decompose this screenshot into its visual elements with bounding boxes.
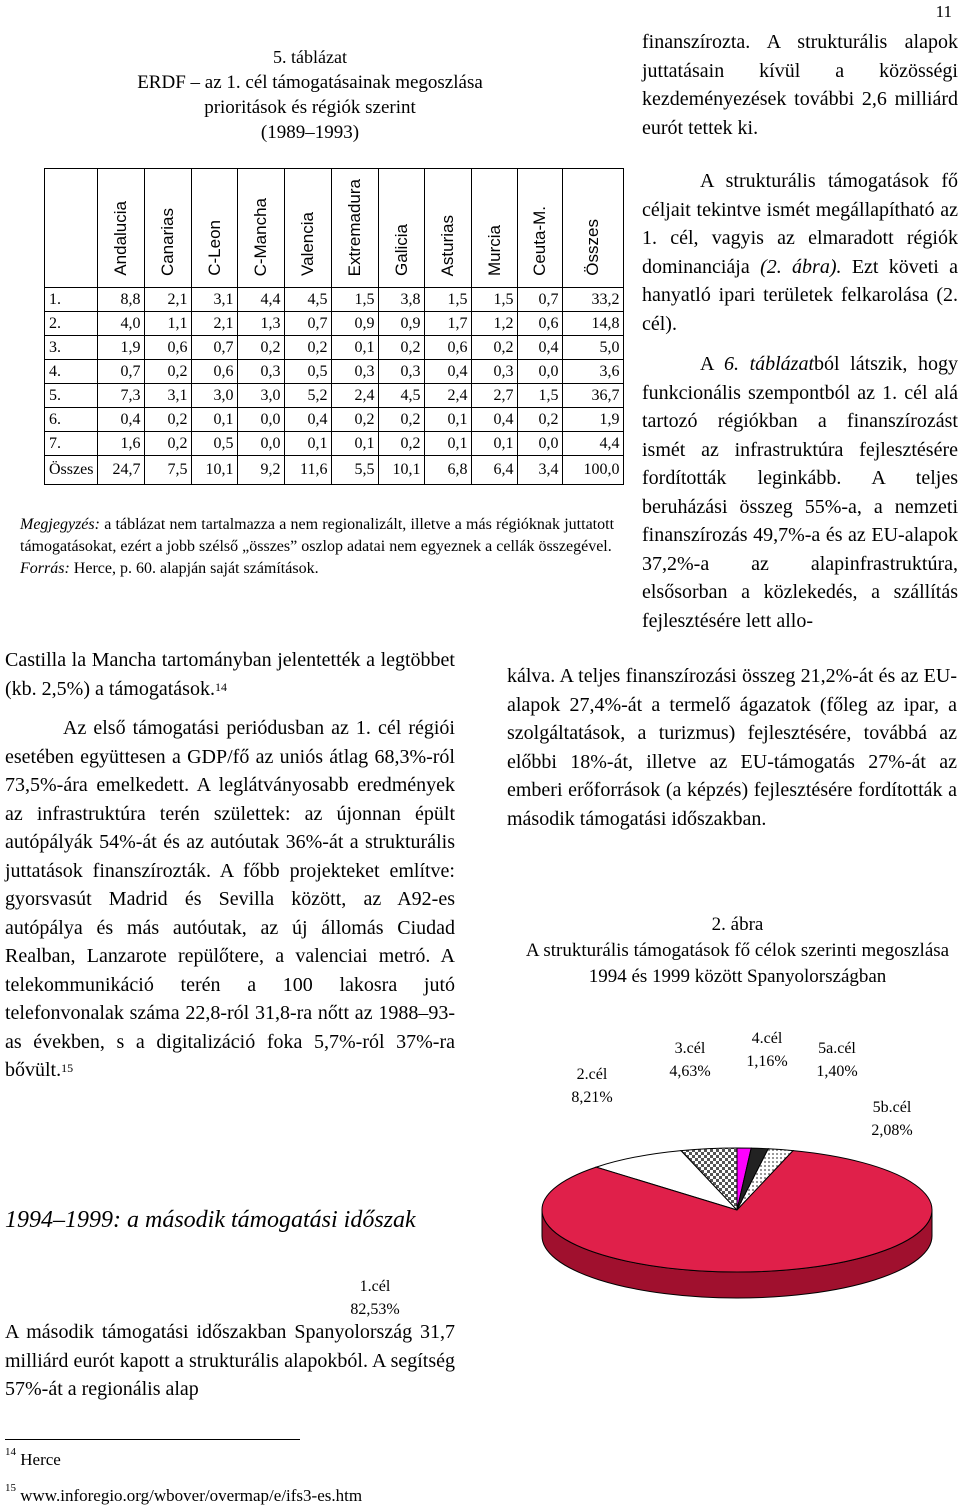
table-ref: 6. táblázat: [723, 353, 815, 375]
table-cell: 0,5: [285, 360, 332, 384]
table-cell: 0,2: [145, 408, 192, 432]
table-cell: 1,3: [238, 312, 285, 336]
table-row: [45, 312, 624, 336]
right-p1a: A strukturális támogatások fő céljait tekintve ismét megállapítható az 1. cél, vagyis az elmaradott régiók dominanciája: [642, 170, 958, 278]
row-label: 6.: [45, 408, 98, 432]
pie-label-1cél: [335, 1275, 415, 1321]
table-total-row: [45, 456, 624, 485]
page-number: 11: [935, 2, 952, 21]
table-cell: 1,1: [145, 312, 192, 336]
pie-label-value: 8,21%: [571, 1089, 613, 1106]
column-header-murcia: [472, 169, 518, 288]
table-cell: 36,7: [563, 384, 624, 408]
table-cell: 4,5: [285, 288, 332, 312]
table-cell: 0,2: [238, 336, 285, 360]
pie-label-name: 4.cél: [751, 1030, 783, 1047]
table-cell: 10,1: [379, 456, 425, 485]
column-header-label: Andalucia: [111, 201, 131, 276]
p2-text: Az első támogatási periódusban az 1. cél régiói esetében együttesen a GDP/fő az uniós átlag 68,3%-ról 73,5%-ára emelkedett. A leglátványosabb eredmények az infrastruktúra terén születtek: az újonnan épült autópályák 54%-át és az autóutak 36%-át a strukturális juttatások finanszírozták. A főbb projekteket említve: gyorsvasút Madrid és Sevilla között, az A92-es autópálya és más autóutak, az új állomás Ciudad Realban, Lanzarote repülőtere, a valenciai metró. A telekommunikáció terén a 100 lakosra jutó telefonvonalak száma 22,8-ról 31,8-ra nőtt az 1988–93-as években, s a digitalizáció foka 5,7%-ról 37%-ra bővült.: [5, 717, 455, 1081]
table-period: (1989–1993): [260, 122, 360, 143]
column-header-extremadura: [332, 169, 379, 288]
footnote-15-text: www.inforegio.org/wbover/overmap/e/ifs3-es.htm: [20, 1486, 363, 1505]
table-cell: 0,1: [332, 432, 379, 456]
footnote-ref-14: 14: [214, 679, 227, 694]
pie-label-value: 4,63%: [669, 1063, 711, 1080]
table-cell: 0,6: [192, 360, 238, 384]
column-header-label: C-Mancha: [251, 197, 271, 276]
pie-label-3cél: [650, 1037, 730, 1083]
pie-label-2cél: [552, 1063, 632, 1109]
table-cell: 0,1: [472, 432, 518, 456]
footnote-ref-15: 15: [61, 1061, 74, 1075]
table-cell: 0,3: [332, 360, 379, 384]
source-label: Forrás:: [20, 560, 70, 577]
table-cell: 0,1: [192, 408, 238, 432]
column-header-andalucia: [98, 169, 145, 288]
table-cell: 2,1: [145, 288, 192, 312]
table-cell: 3,4: [518, 456, 563, 485]
table-cell: 0,4: [518, 336, 563, 360]
table-cell: 3,1: [145, 384, 192, 408]
left-paragraph-3: [5, 1318, 455, 1404]
table-cell: 33,2: [563, 288, 624, 312]
row-label: 1.: [45, 288, 98, 312]
pie-label-value: 2,08%: [871, 1122, 913, 1139]
table-cell: 1,9: [563, 408, 624, 432]
pie-label-name: 3.cél: [674, 1040, 706, 1057]
table-number: 5. táblázat: [273, 47, 347, 67]
right-paragraph-0: [642, 28, 958, 142]
column-header--sszes: [563, 169, 624, 288]
row-label: Összes: [45, 456, 98, 485]
table-cell: 1,7: [425, 312, 472, 336]
table-cell: 0,2: [518, 408, 563, 432]
column-header-ceuta-m-: [518, 169, 563, 288]
pie-label-5bcél: [852, 1096, 932, 1142]
column-header-canarias: [145, 169, 192, 288]
table-cell: 0,6: [425, 336, 472, 360]
table-cell: 0,9: [332, 312, 379, 336]
table-cell: 0,1: [425, 408, 472, 432]
table-cell: 0,0: [518, 360, 563, 384]
column-header-label: C-Leon: [204, 220, 224, 276]
table-cell: 3,0: [238, 384, 285, 408]
pie-label-name: 1.cél: [359, 1278, 391, 1295]
right-p2b: ból látszik, hogy funkcionális szempontból az 1. cél alá tartozó régiókban a finanszírozást ismét az infrastruktúra fejlesztésére fordították leginkább. A teljes beruházási összeg 55%-a, a nemzeti finanszírozás 49,7%-a és az EU-alapok 37,2%-a az alapinfrastruktúra, elsősorban a közlekedés, a szállítás fejlesztésére lett allo-: [642, 353, 958, 632]
source-text: Herce, p. 60. alapján saját számítások.: [73, 560, 319, 577]
table-row: [45, 432, 624, 456]
pie-label-5acél: [797, 1037, 877, 1083]
table-cell: 4,4: [238, 288, 285, 312]
column-header-label: Extremadura: [345, 178, 365, 276]
section-title: 1994–1999: a második támogatási időszak: [5, 1207, 416, 1233]
table-cell: 14,8: [563, 312, 624, 336]
left-paragraph-2: [5, 714, 455, 1085]
table-caption: [40, 45, 580, 145]
table-cell: 0,7: [285, 312, 332, 336]
data-table: [44, 168, 624, 485]
table-cell: 3,6: [563, 360, 624, 384]
footnote-14-text: Herce: [20, 1450, 61, 1469]
table-cell: 2,4: [332, 384, 379, 408]
table-cell: 0,3: [379, 360, 425, 384]
table-cell: 5,5: [332, 456, 379, 485]
footnote-15-num: 15: [5, 1482, 16, 1494]
table-cell: 6,4: [472, 456, 518, 485]
footnote-15: [5, 1482, 363, 1506]
table-cell: 1,2: [472, 312, 518, 336]
table-cell: 4,0: [98, 312, 145, 336]
row-label: 3.: [45, 336, 98, 360]
table-cell: 0,2: [145, 432, 192, 456]
table-cell: 6,8: [425, 456, 472, 485]
table-cell: 2,4: [425, 384, 472, 408]
table-cell: 0,3: [238, 360, 285, 384]
column-header-asturias: [425, 169, 472, 288]
table-cell: 0,2: [145, 360, 192, 384]
row-label: 4.: [45, 360, 98, 384]
table-cell: 3,1: [192, 288, 238, 312]
pie-label-name: 5a.cél: [818, 1040, 856, 1057]
table-cell: 0,2: [379, 432, 425, 456]
footnote-14-num: 14: [5, 1446, 16, 1458]
figure-caption: [515, 912, 960, 990]
footnote-divider: [5, 1439, 300, 1440]
right-p2-wide: kálva. A teljes finanszírozási összeg 21,2%-át és az EU-alapok 27,4%-át a termelő ágazatok (főleg az ipar, a szolgáltatások, a turizmus) fejlesztésére, továbbá az előbbi 18%-át, illetve az EU-támogatás 27%-át az emberi erőforrások (a képzés) fejlesztésére fordították a második támogatási időszakban.: [507, 665, 957, 830]
note-text: a táblázat nem tartalmazza a nem regionalizált, illetve a más régióknak juttatott támogatásokat, ezért a jobb szélső „összes” oszlop adatai nem egyeznek a cellák összegével.: [20, 516, 615, 555]
table-cell: 0,7: [98, 360, 145, 384]
table-cell: 0,5: [192, 432, 238, 456]
right-paragraph-2: [642, 350, 958, 635]
table-cell: 0,0: [238, 432, 285, 456]
column-header-label: Valencia: [298, 212, 318, 276]
table-cell: 0,6: [145, 336, 192, 360]
row-label: 5.: [45, 384, 98, 408]
right-p2a: A: [700, 353, 714, 375]
table-cell: 0,1: [285, 432, 332, 456]
pie-label-value: 1,40%: [816, 1063, 858, 1080]
table-cell: 0,4: [285, 408, 332, 432]
table-cell: 0,1: [425, 432, 472, 456]
table-cell: 1,5: [518, 384, 563, 408]
table-cell: 0,1: [332, 336, 379, 360]
column-header-label: Galicia: [391, 224, 411, 276]
column-header-label: Asturias: [438, 214, 458, 276]
p3-text: A második támogatási időszakban Spanyolország 31,7 milliárd eurót kapott a strukturális alapokból. A segítség 57%-át a regionális alap: [5, 1321, 455, 1400]
pie-label-value: 1,16%: [746, 1053, 788, 1070]
column-header-label: Ceuta-M.: [530, 206, 550, 276]
row-label: 2.: [45, 312, 98, 336]
table-cell: 8,8: [98, 288, 145, 312]
table-cell: 3,8: [379, 288, 425, 312]
table-row: [45, 360, 624, 384]
table-cell: 1,5: [472, 288, 518, 312]
pie-label-name: 2.cél: [576, 1066, 608, 1083]
table-title-line2: prioritások és régiók szerint: [204, 97, 416, 118]
table-cell: 100,0: [563, 456, 624, 485]
table-cell: 3,0: [192, 384, 238, 408]
table-row: [45, 408, 624, 432]
table-cell: 0,6: [518, 312, 563, 336]
figure-ref: (2. ábra).: [760, 255, 842, 278]
table-cell: 9,2: [238, 456, 285, 485]
table-title-line1: ERDF – az 1. cél támogatásainak megoszlása: [137, 72, 483, 93]
table-cell: 1,5: [425, 288, 472, 312]
pie-label-name: 5b.cél: [872, 1099, 912, 1116]
table-cell: 0,9: [379, 312, 425, 336]
column-header-label: Összes: [583, 219, 603, 276]
left-paragraph-1: [5, 646, 455, 703]
right-paragraph-1: [642, 167, 958, 338]
right-paragraph-2-cont: [507, 662, 957, 833]
column-header-c-mancha: [238, 169, 285, 288]
table-cell: 4,5: [379, 384, 425, 408]
footnote-14: [5, 1446, 61, 1470]
table-cell: 0,4: [425, 360, 472, 384]
table-cell: 7,3: [98, 384, 145, 408]
right-p0-text: finanszírozta. A strukturális alapok juttatásain kívül a közösségi kezdeményezések további 2,6 milliárd eurót tettek ki.: [642, 31, 958, 139]
column-header-galicia: [379, 169, 425, 288]
table-cell: 10,1: [192, 456, 238, 485]
pie-label-value: 82,53%: [350, 1301, 400, 1318]
table-cell: 0,2: [472, 336, 518, 360]
table-cell: 0,2: [379, 408, 425, 432]
table-cell: 5,2: [285, 384, 332, 408]
table-cell: 0,7: [192, 336, 238, 360]
table-note: [20, 514, 614, 580]
table-cell: 11,6: [285, 456, 332, 485]
table-cell: 7,5: [145, 456, 192, 485]
table-cell: 0,7: [518, 288, 563, 312]
table-row: [45, 336, 624, 360]
table-cell: 0,4: [472, 408, 518, 432]
table-cell: 0,0: [238, 408, 285, 432]
table-cell: 0,3: [472, 360, 518, 384]
p1-text: Castilla la Mancha tartományban jelentették a legtöbbet (kb. 2,5%) a támogatások.: [5, 649, 455, 700]
table-corner-cell: [45, 169, 98, 288]
table-row: [45, 384, 624, 408]
column-header-c-leon: [192, 169, 238, 288]
note-label: Megjegyzés:: [20, 516, 100, 533]
table-cell: 5,0: [563, 336, 624, 360]
row-label: 7.: [45, 432, 98, 456]
table-cell: 0,2: [379, 336, 425, 360]
figure-title: A strukturális támogatások fő célok szerinti megoszlása 1994 és 1999 között Spanyolországban: [525, 940, 950, 987]
table-cell: 24,7: [98, 456, 145, 485]
right-p1b: Ezt követi a hanyatló ipari területek felkarolása (2. cél).: [642, 255, 958, 335]
table-cell: 1,6: [98, 432, 145, 456]
table-row: [45, 288, 624, 312]
table-cell: 4,4: [563, 432, 624, 456]
column-header-label: Canarias: [158, 207, 178, 276]
figure-number: 2. ábra: [711, 914, 764, 935]
pie-label-4cél: [727, 1027, 807, 1073]
table-cell: 2,7: [472, 384, 518, 408]
column-header-label: Murcia: [484, 224, 504, 276]
table-cell: 0,2: [285, 336, 332, 360]
table-cell: 1,5: [332, 288, 379, 312]
table-cell: 0,2: [332, 408, 379, 432]
table-cell: 0,4: [98, 408, 145, 432]
table-cell: 2,1: [192, 312, 238, 336]
column-header-valencia: [285, 169, 332, 288]
table-cell: 1,9: [98, 336, 145, 360]
table-header-row: [45, 169, 624, 288]
table-cell: 0,0: [518, 432, 563, 456]
